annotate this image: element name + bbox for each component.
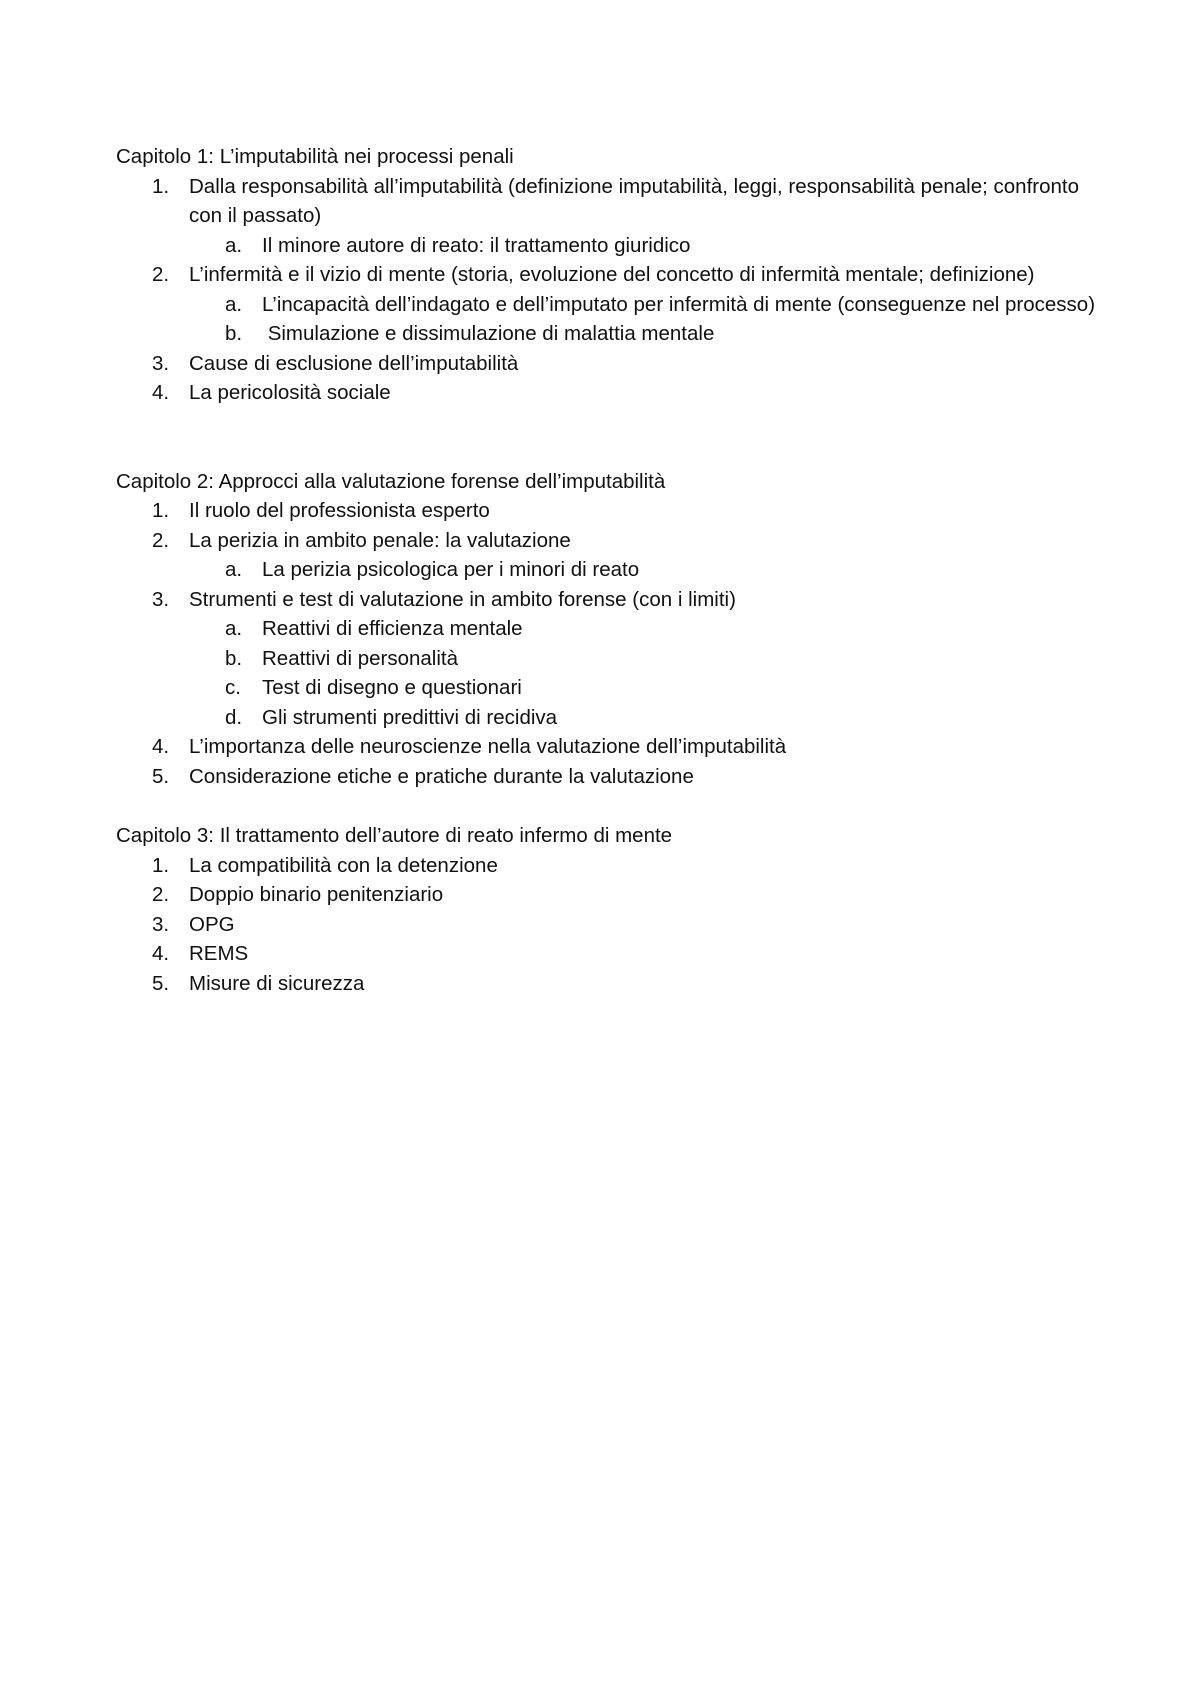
item-text: Dalla responsabilità all’imputabilità (definizione imputabilità, leggi, responsabilità penale; confronto con il passato) [189,174,1079,227]
list-item [116,851,1096,881]
item-number: 5. [152,971,170,995]
sub-item-letter: a. [225,292,243,316]
item-number: 1. [152,853,170,877]
sub-item-list [189,614,1096,732]
sub-item-letter: b. [225,322,243,345]
item-text: OPG [189,912,235,936]
sub-item-letter: a. [225,233,243,257]
sub-item-text: Simulazione e dissimulazione di malattia mentale [262,322,715,345]
list-item [116,880,1096,910]
item-number: 3. [152,587,170,611]
sub-item-text: Reattivi di efficienza mentale [262,617,523,640]
item-text: La pericolosità sociale [189,381,391,404]
sub-list-item [189,319,1096,349]
sub-item-list [189,231,1096,261]
list-item [116,969,1096,999]
item-number: 2. [152,528,170,552]
item-text: L’importanza delle neuroscienze nella valutazione dell’imputabilità [189,735,787,758]
chapter-2 [116,467,1096,792]
sub-list-item [189,703,1096,733]
chapter-title: Capitolo 1: L’imputabilità nei processi penali [116,145,514,168]
sub-list-item [189,555,1096,585]
list-item [116,732,1096,762]
list-item [116,349,1096,379]
chapter-1 [116,142,1096,408]
chapter-title: Capitolo 2: Approcci alla valutazione forense dell’imputabilità [116,469,666,493]
list-item [116,260,1096,349]
sub-item-list [189,290,1096,349]
document-page [116,142,1096,998]
item-text: La compatibilità con la detenzione [189,853,498,877]
list-item [116,496,1096,526]
list-item [116,585,1096,733]
sub-item-letter: c. [225,676,241,699]
sub-list-item [189,290,1096,320]
list-item [116,762,1096,792]
item-number: 3. [152,351,170,375]
sub-list-item [189,644,1096,674]
item-number: 2. [152,883,170,906]
chapter-item-list [116,851,1096,999]
item-number: 1. [152,499,170,522]
list-item [116,526,1096,585]
item-text: Misure di sicurezza [189,971,365,995]
sub-item-letter: a. [225,558,243,581]
sub-item-letter: a. [225,617,243,640]
sub-item-text: La perizia psicologica per i minori di reato [262,558,640,581]
item-text: Strumenti e test di valutazione in ambito forense (con i limiti) [189,587,736,611]
item-number: 3. [152,912,170,936]
sub-item-text: L’incapacità dell’indagato e dell’imputato per infermità di mente (conseguenze nel processo) [262,292,1096,316]
list-item [116,172,1096,261]
sub-item-text: Reattivi di personalità [262,646,458,670]
list-item [116,939,1096,969]
item-text: Doppio binario penitenziario [189,883,444,906]
sub-item-text: Test di disegno e questionari [262,676,522,699]
item-number: 1. [152,174,170,198]
sub-item-letter: b. [225,646,243,670]
chapter-title: Capitolo 3: Il trattamento dell’autore di reato infermo di mente [116,824,673,847]
item-text: Considerazione etiche e pratiche durante la valutazione [189,764,694,788]
item-text: REMS [189,942,249,965]
item-number: 5. [152,764,170,788]
list-item [116,378,1096,408]
item-number: 4. [152,735,170,758]
sub-list-item [189,673,1096,703]
item-number: 4. [152,381,170,404]
sub-item-letter: d. [225,705,243,729]
list-item [116,910,1096,940]
chapter-item-list [116,496,1096,791]
item-text: La perizia in ambito penale: la valutazione [189,528,571,552]
sub-list-item [189,614,1096,644]
item-number: 4. [152,942,170,965]
item-number: 2. [152,263,170,286]
chapter-item-list [116,172,1096,408]
sub-item-list [189,555,1096,585]
sub-list-item [189,231,1096,261]
item-text: Cause di esclusione dell’imputabilità [189,351,519,375]
item-text: L’infermità e il vizio di mente (storia, evoluzione del concetto di infermità mentale; definizione) [189,263,1035,286]
item-text: Il ruolo del professionista esperto [189,499,490,522]
sub-item-text: Il minore autore di reato: il trattamento giuridico [262,233,691,257]
sub-item-text: Gli strumenti predittivi di recidiva [262,705,558,729]
chapter-3 [116,821,1096,998]
